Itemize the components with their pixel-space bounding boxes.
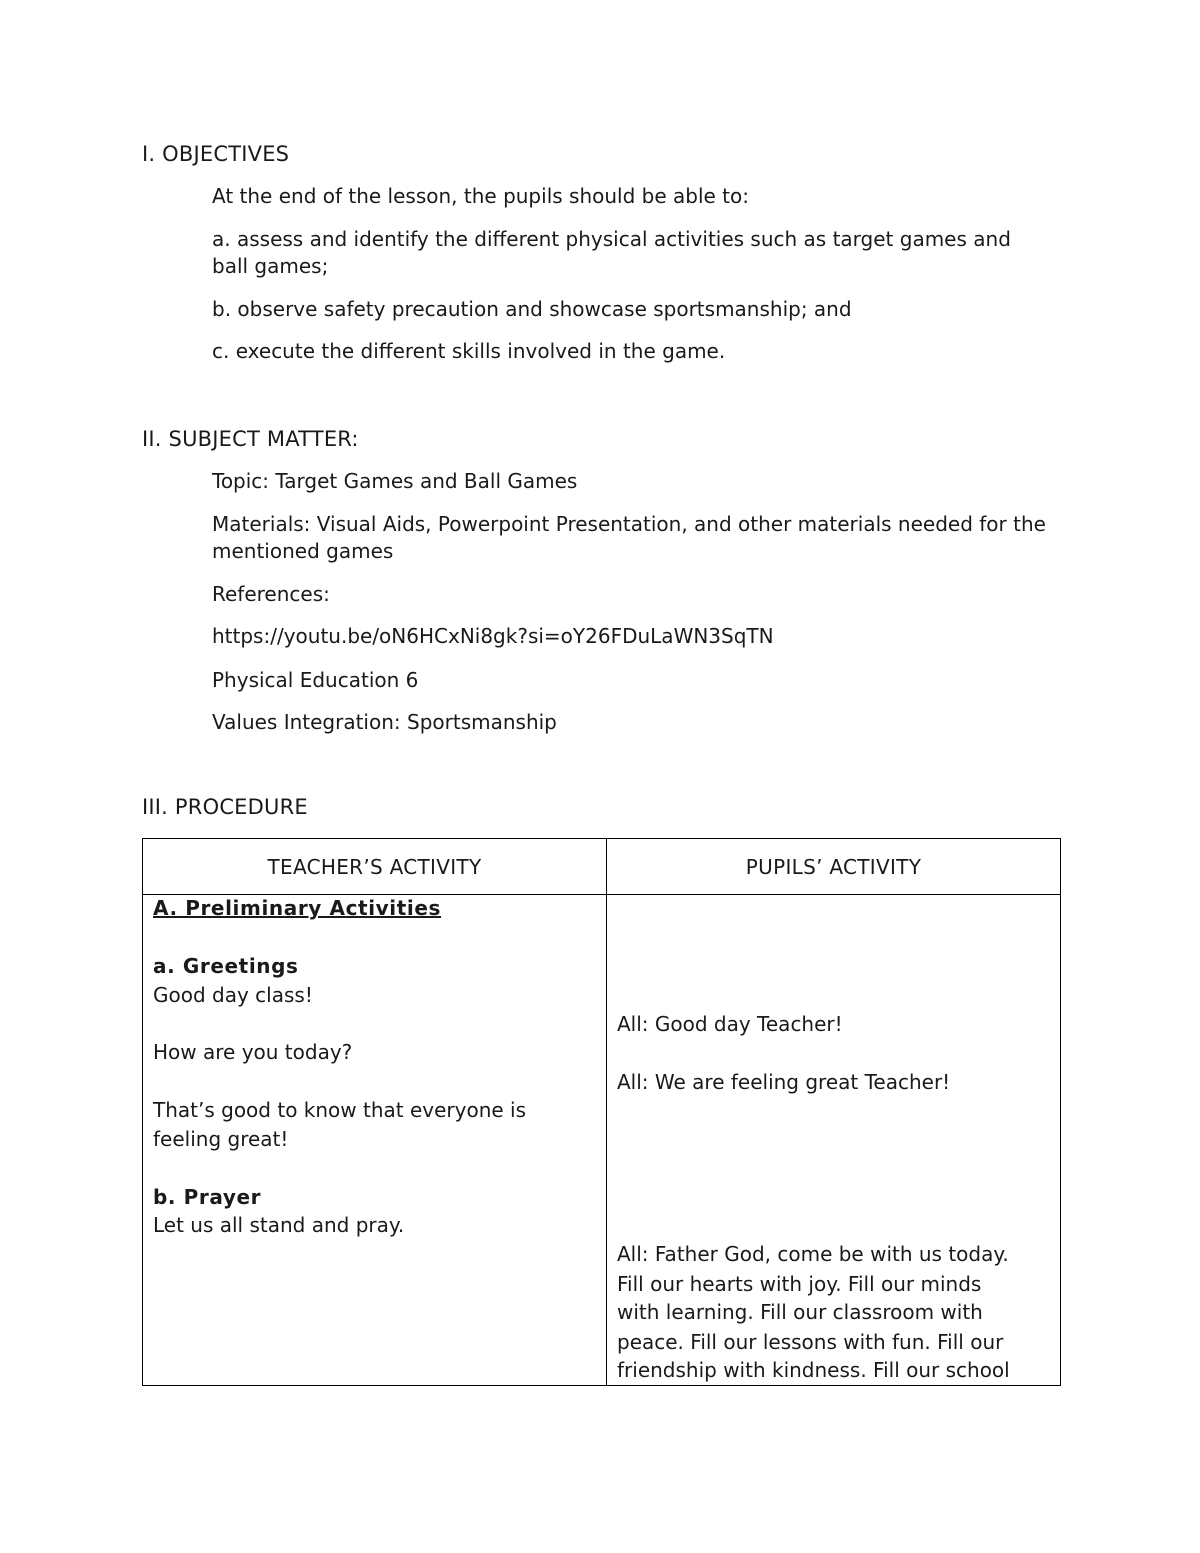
pupils-reply-1: All: Good day Teacher! xyxy=(617,1012,843,1036)
pupils-prayer-line: with learning. Fill our classroom with xyxy=(617,1300,983,1324)
pupils-prayer-line: Fill our hearts with joy. Fill our minds xyxy=(617,1272,982,1296)
objectives-heading: I. OBJECTIVES xyxy=(142,142,290,166)
table-row xyxy=(143,895,1061,1386)
procedure-table xyxy=(142,838,1061,1386)
teacher-greet-1: Good day class! xyxy=(153,983,313,1007)
prayer-heading: b. Prayer xyxy=(153,1185,262,1209)
table-header-row xyxy=(143,839,1061,895)
pupils-reply-2: All: We are feeling great Teacher! xyxy=(617,1070,951,1094)
pupils-activity-header: PUPILS’ ACTIVITY xyxy=(607,839,1061,895)
pupils-prayer-line: All: Father God, come be with us today. xyxy=(617,1242,1009,1266)
objective-item-c: c. execute the different skills involved in the game. xyxy=(212,339,726,363)
teacher-greet-2: How are you today? xyxy=(153,1040,353,1064)
subject-matter-heading: II. SUBJECT MATTER: xyxy=(142,427,359,451)
values-integration: Values Integration: Sportsmanship xyxy=(212,710,557,734)
greetings-heading: a. Greetings xyxy=(153,954,299,978)
teacher-greet-3b: feeling great! xyxy=(153,1127,289,1151)
pupils-prayer-line: peace. Fill our lessons with fun. Fill our xyxy=(617,1330,1004,1354)
objective-item-b: b. observe safety precaution and showcase sportsmanship; and xyxy=(212,297,852,321)
teacher-activity-cell xyxy=(143,895,607,1386)
topic-line: Topic: Target Games and Ball Games xyxy=(212,469,578,493)
teacher-prayer-1: Let us all stand and pray. xyxy=(153,1213,405,1237)
procedure-heading: III. PROCEDURE xyxy=(142,795,308,819)
objectives-intro: At the end of the lesson, the pupils should be able to: xyxy=(212,184,749,208)
reference-link[interactable]: https://youtu.be/oN6HCxNi8gk?si=oY26FDuLaWN3SqTN xyxy=(212,624,774,648)
materials-line: Materials: Visual Aids, Powerpoint Presentation, and other materials needed for the mentioned games xyxy=(212,512,1046,563)
pupils-prayer-line: friendship with kindness. Fill our school xyxy=(617,1358,1010,1382)
reference-book: Physical Education 6 xyxy=(212,668,419,692)
references-label: References: xyxy=(212,582,330,606)
teacher-greet-3a: That’s good to know that everyone is xyxy=(153,1098,527,1122)
preliminary-activities-heading: A. Preliminary Activities xyxy=(153,896,442,920)
teacher-activity-header: TEACHER’S ACTIVITY xyxy=(143,839,607,895)
pupils-activity-cell xyxy=(607,895,1061,1386)
objective-item-a: a. assess and identify the different physical activities such as target games and ball games; xyxy=(212,227,1011,278)
